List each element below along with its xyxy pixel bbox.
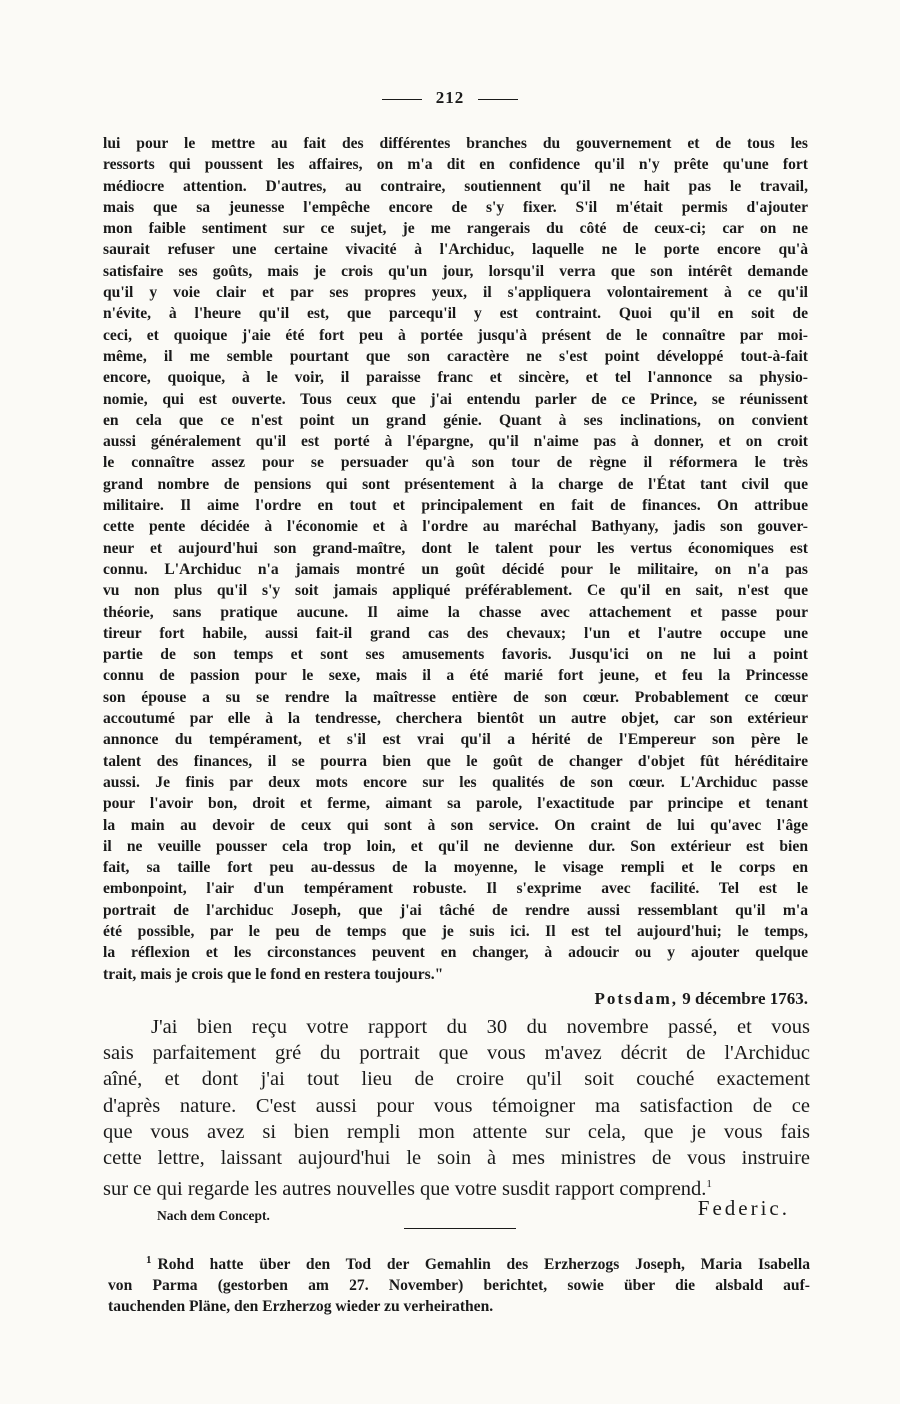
text-line: nomie, qui est ouverte. Tous ceux que j'ai entendu parler de ce Prince, se réunissent: [103, 390, 808, 408]
footnote-rule: [404, 1228, 516, 1229]
page-header: [0, 88, 900, 108]
text-line: grand nombre de pensions qui sont présentement à la charge de l'État tant civil que: [103, 475, 808, 493]
text-line: n'évite, à l'heure qu'il est, que parcequ'il y est contraint. Quoi qu'il en soit de: [103, 305, 808, 323]
text-line: qu'il y voie clair et par ses propres yeux, il s'appliquera volontairement à ce qu'il: [103, 284, 808, 302]
text-line: embonpoint, l'air d'un tempérament robuste. Il s'exprime avec facilité. Tel est le: [103, 880, 808, 898]
letter-body: [103, 1014, 810, 1202]
dateline-place: Potsdam,: [594, 989, 678, 1008]
text-line: mais que sa jeunesse l'empêche encore de s'y fixer. S'il m'était permis d'ajouter: [103, 198, 808, 216]
footnote-reference: 1: [706, 1178, 712, 1191]
text-line: encore, quoique, à le voir, il paraisse franc et sincère, et tel l'annonce sa physio-: [103, 369, 808, 387]
text-line: partie de son temps et sont ses amusements favoris. Jusqu'ici on ne lui a point: [103, 646, 808, 664]
dateline: [594, 989, 808, 1009]
text-line: aussi. Je finis par deux mots encore sur les qualités de son cœur. L'Archiduc passe: [103, 773, 808, 791]
header-dash-left: [382, 99, 422, 100]
footnote: [108, 1250, 810, 1317]
footnote-mark: 1: [146, 1254, 152, 1266]
text-line: cette pente décidée à l'économie et à l'ordre au maréchal Bathyany, jadis son gouver-: [103, 518, 808, 536]
letter-line: sur ce qui regarde les autres nouvelles que votre susdit rapport comprend.$^1$: [103, 1178, 712, 1201]
text-line: neur et aujourd'hui son grand-maître, dont le talent pour les vertus économiques est: [103, 539, 808, 557]
letter-line: cette lettre, laissant aujourd'hui le soin à mes ministres de vous instruire: [103, 1147, 810, 1170]
text-line: été possible, par le peu de temps que je suis ici. Il est tel aujourd'hui; le temps,: [103, 922, 808, 940]
text-line: connu. L'Archiduc n'a jamais montré un goût décidé pour le militaire, on n'a pas: [103, 560, 808, 578]
text-line: vu non plus qu'il s'y soit jamais appliqué préférablement. Ce qu'il en sait, n'est que: [103, 582, 808, 600]
page-number: 212: [435, 88, 465, 107]
footnote-line: von Parma (gestorben am 27. November) berichtet, sowie über die alsbald auf-: [108, 1277, 810, 1295]
text-line: la main au devoir de ceux qui sont à son service. On craint de lui qu'avec l'âge: [103, 816, 808, 834]
text-line: trait, mais je crois que le fond en restera toujours.": [103, 965, 444, 983]
text-line: fait, sa taille fort peu au-dessus de la moyenne, le visage rempli et le corps en: [103, 859, 808, 877]
text-line: le connaître assez pour se persuader qu'à son tour de règne il réformera le très: [103, 454, 808, 472]
text-line: en cela que ce n'est point un grand génie. Quant à ses inclinations, on convient: [103, 411, 808, 429]
header-dash-right: [478, 99, 518, 100]
quoted-report-text: [103, 133, 808, 985]
text-line: portrait de l'archiduc Joseph, que j'ai tâché de rendre aussi ressemblant qu'il m'a: [103, 901, 808, 919]
footnote-line: tauchenden Pläne, den Erzherzog wieder zu verheirathen.: [108, 1298, 494, 1316]
text-line: annonce du tempérament, et s'il est vrai qu'il a hérité de l'Empereur son père le: [103, 731, 808, 749]
text-line: théorie, sans pratique aucune. Il aime la chasse avec attachement et passe pour: [103, 603, 808, 621]
footnote-line: $^1$ Rohd hatte über den Tod der Gemahlin des Erzherzogs Joseph, Maria Isabella: [146, 1254, 810, 1274]
text-line: pour l'avoir bon, droit et ferme, aimant sa parole, l'exactitude par principe et tenant: [103, 795, 808, 813]
letter-line: sais parfaitement gré du portrait que vous m'avez décrit de l'Archiduc: [103, 1042, 810, 1065]
text-line: il ne veuille pousser cela trop loin, et qu'il ne devienne dur. Son extérieur est bien: [103, 837, 808, 855]
text-line: son épouse a su se rendre la maîtresse entière de son cœur. Probablement ce cœur: [103, 688, 808, 706]
dateline-date: 9 décembre 1763.: [682, 989, 808, 1008]
text-line: même, il me semble pourtant que son caractère ne s'est point développé tout-à-fait: [103, 347, 808, 365]
text-line: militaire. Il aime l'ordre en tout et principalement en fait de finances. On attribue: [103, 497, 808, 515]
text-line: satisfaire ses goûts, mais je crois qu'un jour, lorsqu'il verra que son intérêt demande: [103, 262, 808, 280]
text-line: mon faible sentiment sur ce sujet, je me rangerais du côté de ceux-ci; car on ne: [103, 220, 808, 238]
text-line: ressorts qui poussent les affaires, on m'a dit en confidence qu'il n'y prête qu'une fort: [103, 156, 808, 174]
letter-line: aîné, et dont j'ai tout lieu de croire qu'il soit couché exactement: [103, 1068, 810, 1091]
text-line: accoutumé par elle à la tendresse, cherchera bientôt un autre objet, car son extérieur: [103, 710, 808, 728]
letter-line: que vous avez si bien rempli mon attente sur cela, que je vous fais: [103, 1120, 810, 1143]
text-line: saurait refuser une certaine vivacité à l'Archiduc, laquelle ne le porte encore qu'à: [103, 241, 808, 259]
text-line: connu de passion pour le sexe, mais il a été marié fort jeune, et feu la Princesse: [103, 667, 808, 685]
text-line: aussi généralement qu'il est porté à l'épargne, qu'il n'aime pas à donner, et on croit: [103, 433, 808, 451]
text-line: tireur fort habile, aussi fait-il grand cas des chevaux; l'un et l'autre occupe une: [103, 624, 808, 642]
text-line: médiocre attention. D'autres, au contraire, soutiennent qu'il ne hait pas le travail,: [103, 177, 808, 195]
text-line: la réflexion et les circonstances peuvent en changer, à adoucir ou y ajouter quelque: [103, 944, 808, 962]
signature: Federic.: [697, 1196, 790, 1220]
text-line: ceci, et quoique j'aie été fort peu à portée jusqu'à présent de le connaître par moi-: [103, 326, 808, 344]
source-note: Nach dem Concept.: [157, 1208, 270, 1223]
text-line: talent des finances, il se pourra bien que le goût de changer d'objet fût héréditaire: [103, 752, 808, 770]
letter-line: d'après nature. C'est aussi pour vous témoigner ma satisfaction de ce: [103, 1094, 810, 1117]
letter-line: J'ai bien reçu votre rapport du 30 du novembre passé, et vous: [151, 1016, 810, 1038]
text-line: lui pour le mettre au fait des différentes branches du gouvernement et de tous les: [103, 135, 808, 152]
